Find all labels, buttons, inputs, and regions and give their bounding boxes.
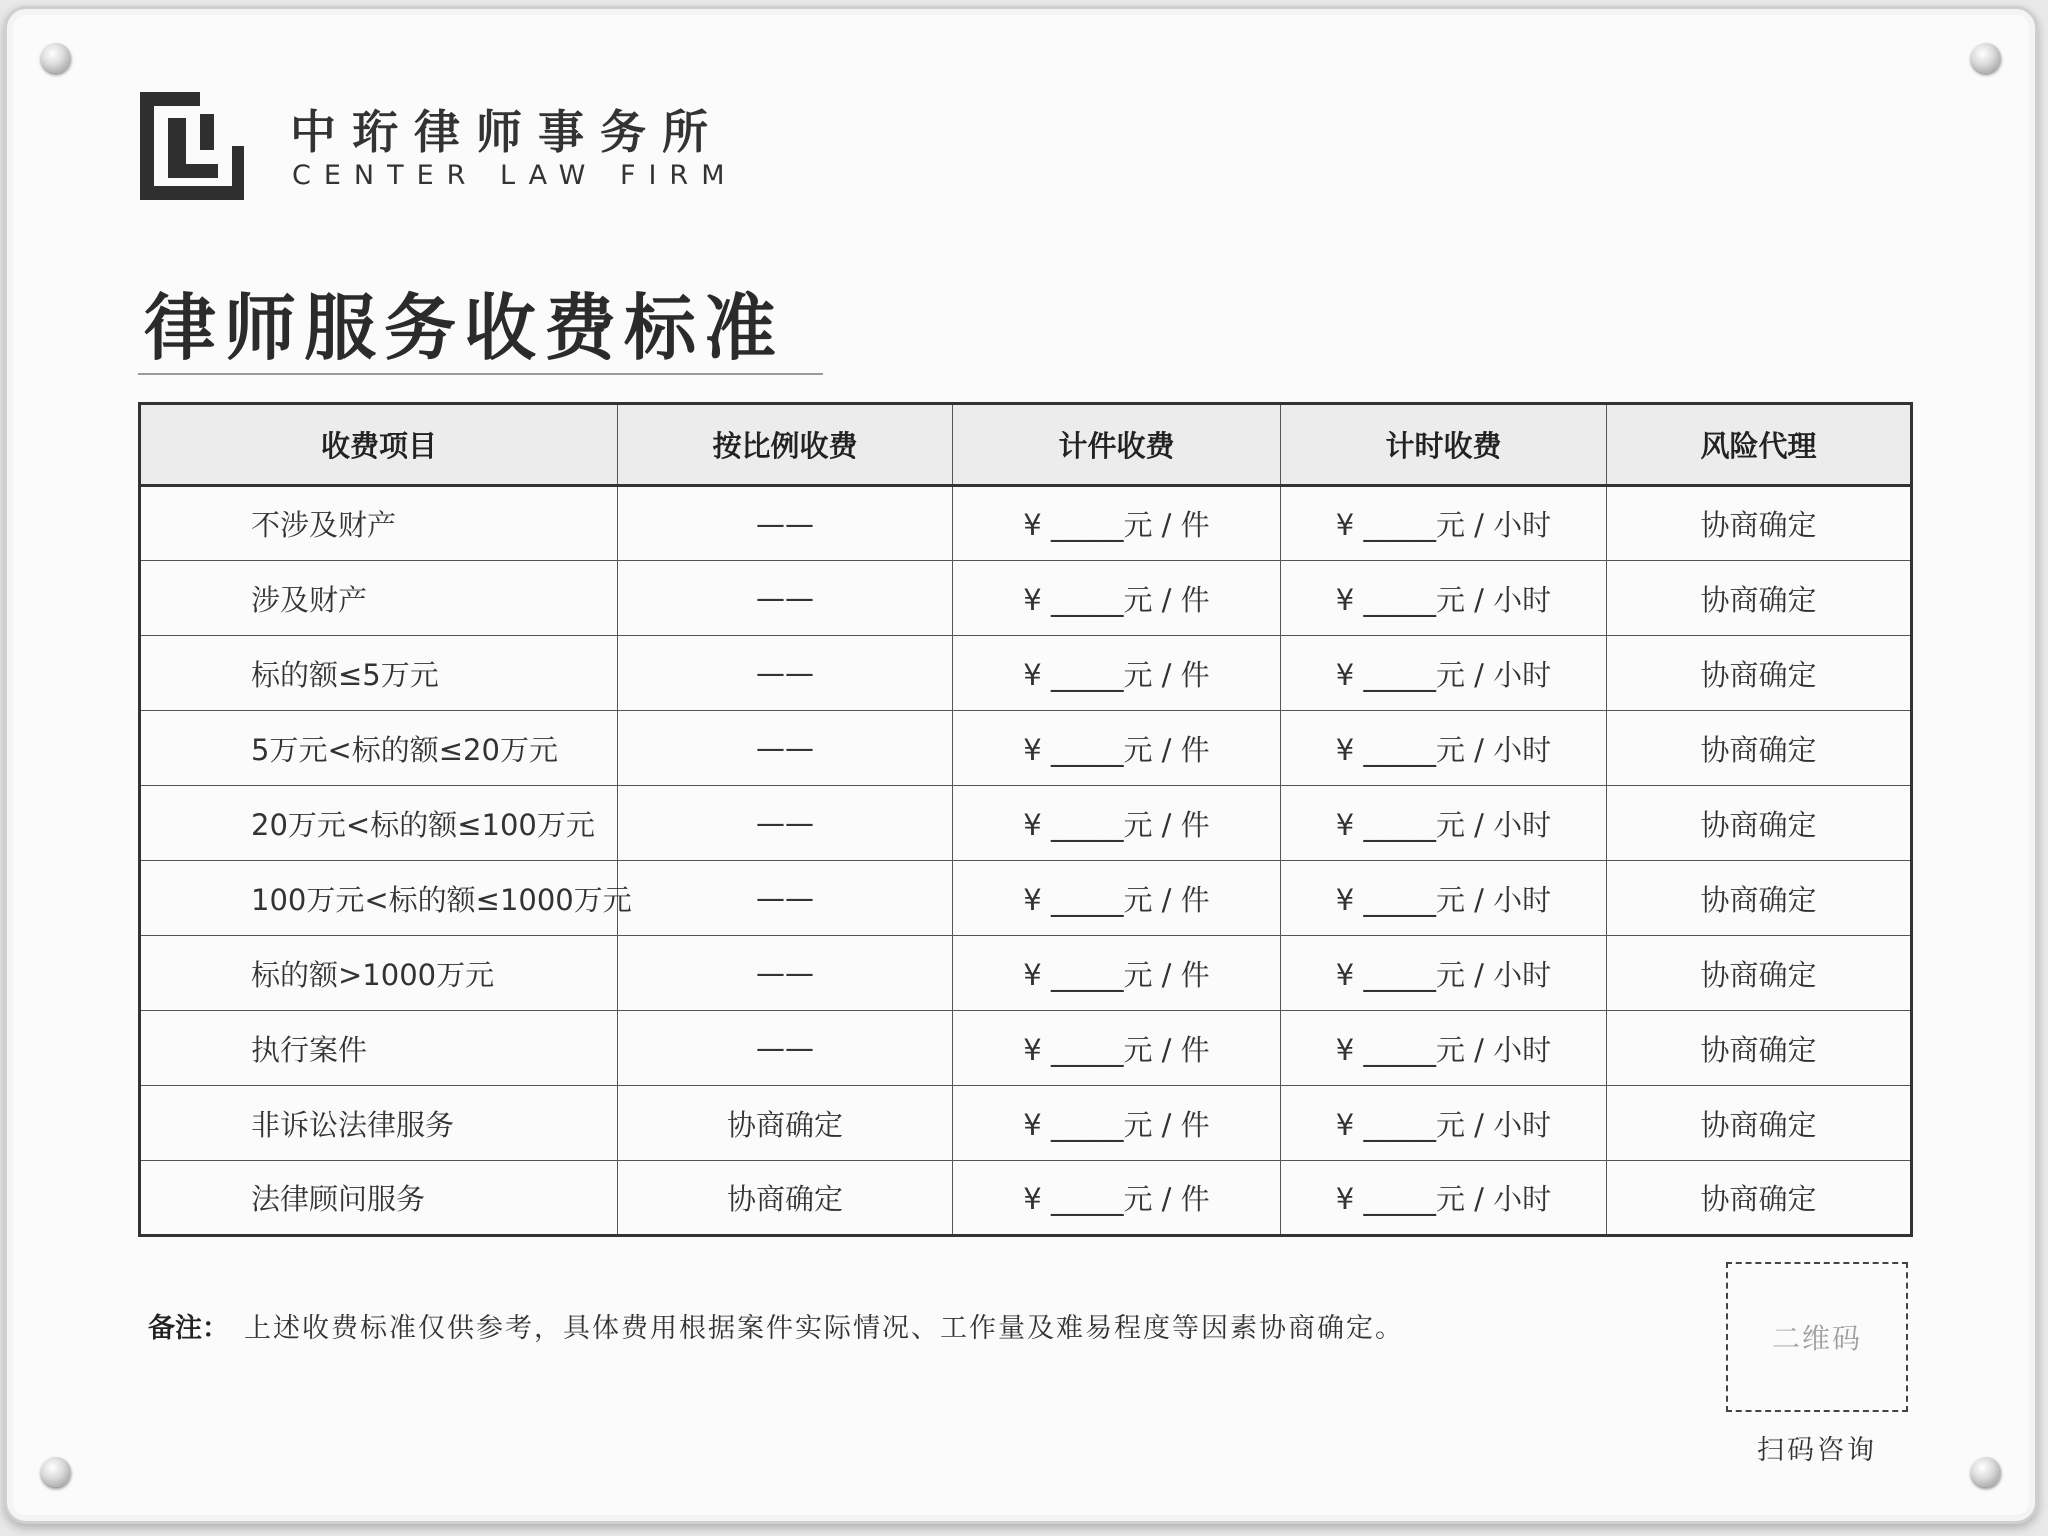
per-case-fee-cell: ¥ _____元 / 件 <box>953 861 1281 936</box>
table-row <box>140 1086 1912 1161</box>
risk-agency-cell: 协商确定 <box>1607 1086 1912 1161</box>
qr-code-placeholder <box>1726 1262 1908 1412</box>
table-header-row <box>140 404 1912 486</box>
proportional-fee-cell: —— <box>618 486 953 561</box>
table-row <box>140 636 1912 711</box>
fee-item-cell: 法律顾问服务 <box>140 1161 618 1236</box>
hourly-fee-cell: ¥ _____元 / 小时 <box>1281 561 1607 636</box>
hourly-fee-cell: ¥ _____元 / 小时 <box>1281 1086 1607 1161</box>
per-case-fee-cell: ¥ _____元 / 件 <box>953 1086 1281 1161</box>
per-case-fee-cell: ¥ _____元 / 件 <box>953 936 1281 1011</box>
table-row <box>140 861 1912 936</box>
hourly-fee-cell: ¥ _____元 / 小时 <box>1281 636 1607 711</box>
column-header: 风险代理 <box>1607 404 1912 486</box>
screw-bottom-left-icon <box>41 1457 71 1487</box>
proportional-fee-cell: —— <box>618 936 953 1011</box>
risk-agency-cell: 协商确定 <box>1607 1161 1912 1236</box>
table-row <box>140 561 1912 636</box>
table-row <box>140 1161 1912 1236</box>
note-label: 备注： <box>148 1313 229 1344</box>
qr-caption: 扫码咨询 <box>1757 1435 1877 1466</box>
screw-top-right-icon <box>1971 43 2001 73</box>
proportional-fee-cell: —— <box>618 711 953 786</box>
per-case-fee-cell: ¥ _____元 / 件 <box>953 711 1281 786</box>
risk-agency-cell: 协商确定 <box>1607 861 1912 936</box>
proportional-fee-cell: —— <box>618 1011 953 1086</box>
fee-item-cell: 执行案件 <box>140 1011 618 1086</box>
hourly-fee-cell: ¥ _____元 / 小时 <box>1281 861 1607 936</box>
proportional-fee-cell: —— <box>618 786 953 861</box>
proportional-fee-cell: 协商确定 <box>618 1086 953 1161</box>
qr-placeholder-label: 二维码 <box>1771 1322 1862 1355</box>
table-row <box>140 486 1912 561</box>
proportional-fee-cell: —— <box>618 861 953 936</box>
screw-top-left-icon <box>41 43 71 73</box>
per-case-fee-cell: ¥ _____元 / 件 <box>953 486 1281 561</box>
table-row <box>140 936 1912 1011</box>
per-case-fee-cell: ¥ _____元 / 件 <box>953 561 1281 636</box>
hourly-fee-cell: ¥ _____元 / 小时 <box>1281 1161 1607 1236</box>
fee-item-cell: 不涉及财产 <box>140 486 618 561</box>
proportional-fee-cell: —— <box>618 636 953 711</box>
hourly-fee-cell: ¥ _____元 / 小时 <box>1281 711 1607 786</box>
column-header: 收费项目 <box>140 404 618 486</box>
risk-agency-cell: 协商确定 <box>1607 561 1912 636</box>
risk-agency-cell: 协商确定 <box>1607 786 1912 861</box>
fee-table <box>138 402 1913 1237</box>
fee-item-cell: 标的额>1000万元 <box>140 936 618 1011</box>
table-row <box>140 1011 1912 1086</box>
proportional-fee-cell: 协商确定 <box>618 1161 953 1236</box>
column-header: 计时收费 <box>1281 404 1607 486</box>
hourly-fee-cell: ¥ _____元 / 小时 <box>1281 486 1607 561</box>
per-case-fee-cell: ¥ _____元 / 件 <box>953 1161 1281 1236</box>
risk-agency-cell: 协商确定 <box>1607 711 1912 786</box>
column-header: 计件收费 <box>953 404 1281 486</box>
page-title: 律师服务收费标准 <box>144 286 785 370</box>
fee-item-cell: 标的额≤5万元 <box>140 636 618 711</box>
title-divider <box>138 373 823 375</box>
fee-item-cell: 涉及财产 <box>140 561 618 636</box>
risk-agency-cell: 协商确定 <box>1607 486 1912 561</box>
firm-name-cn: 中珩律师事务所 <box>290 105 724 159</box>
per-case-fee-cell: ¥ _____元 / 件 <box>953 786 1281 861</box>
table-row <box>140 786 1912 861</box>
fee-item-cell: 5万元<标的额≤20万元 <box>140 711 618 786</box>
note-text: 上述收费标准仅供参考，具体费用根据案件实际情况、工作量及难易程度等因素协商确定。 <box>244 1313 1404 1344</box>
hourly-fee-cell: ¥ _____元 / 小时 <box>1281 1011 1607 1086</box>
risk-agency-cell: 协商确定 <box>1607 936 1912 1011</box>
risk-agency-cell: 协商确定 <box>1607 1011 1912 1086</box>
hourly-fee-cell: ¥ _____元 / 小时 <box>1281 786 1607 861</box>
fee-item-cell: 非诉讼法律服务 <box>140 1086 618 1161</box>
column-header: 按比例收费 <box>618 404 953 486</box>
table-row <box>140 711 1912 786</box>
risk-agency-cell: 协商确定 <box>1607 636 1912 711</box>
square-bracket-logo-icon <box>140 92 244 200</box>
screw-bottom-right-icon <box>1971 1457 2001 1487</box>
firm-name-en: CENTER LAW FIRM <box>292 160 738 191</box>
fee-item-cell: 100万元<标的额≤1000万元 <box>140 861 618 936</box>
per-case-fee-cell: ¥ _____元 / 件 <box>953 1011 1281 1086</box>
per-case-fee-cell: ¥ _____元 / 件 <box>953 636 1281 711</box>
fee-item-cell: 20万元<标的额≤100万元 <box>140 786 618 861</box>
hourly-fee-cell: ¥ _____元 / 小时 <box>1281 936 1607 1011</box>
proportional-fee-cell: —— <box>618 561 953 636</box>
